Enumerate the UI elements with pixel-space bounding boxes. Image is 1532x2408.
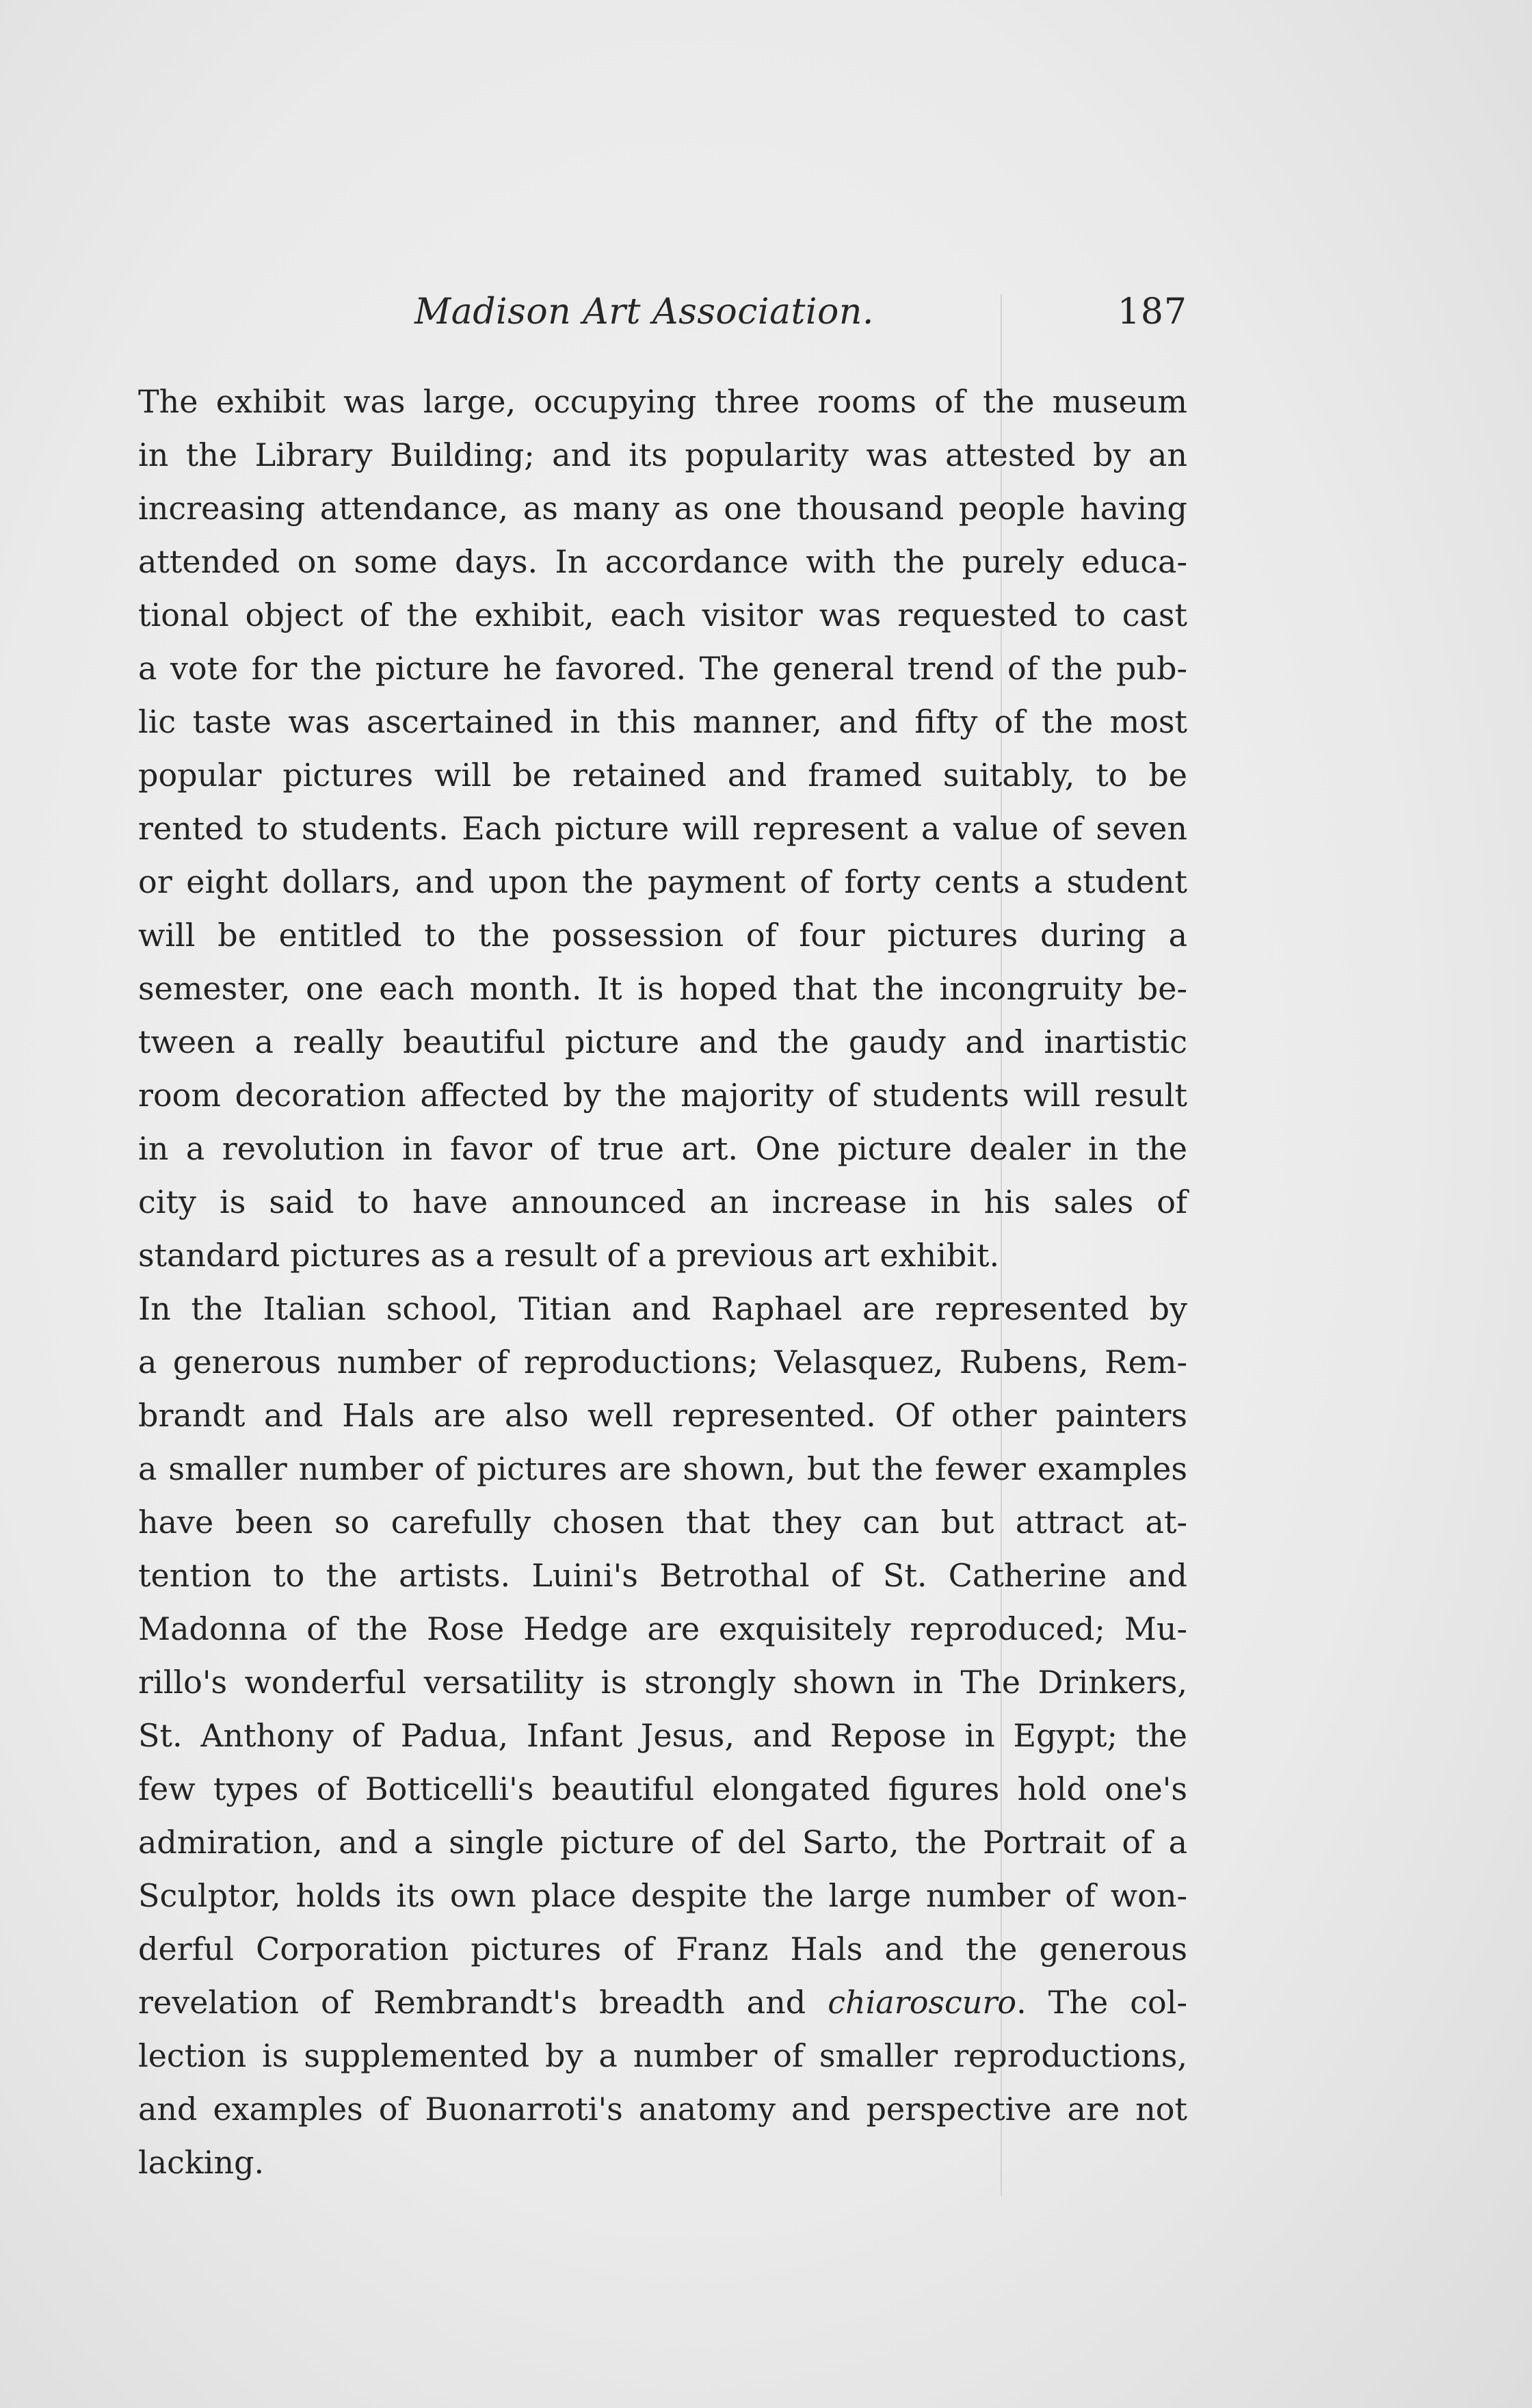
text-line: or eight dollars, and upon the payment of forty cents a student <box>138 863 1187 900</box>
text-line: in the Library Building; and its popularity was attested by an <box>138 436 1187 473</box>
running-title: Madison Art Association. <box>414 291 874 332</box>
line-segment: revelation of Rembrandt's breadth and <box>138 1984 828 2021</box>
text-line: The exhibit was large, occupying three rooms of the museum <box>138 383 1187 420</box>
text-line: a generous number of reproductions; Velasquez, Rubens, Rem- <box>138 1344 1187 1380</box>
italic-term: chiaroscuro <box>828 1984 1017 2021</box>
text-line: semester, one each month. It is hoped that the incongruity be- <box>138 970 1187 1007</box>
text-line: admiration, and a single picture of del Sarto, the Portrait of a <box>138 1824 1187 1861</box>
text-line: St. Anthony of Padua, Infant Jesus, and Repose in Egypt; the <box>138 1717 1187 1754</box>
text-line: a vote for the picture he favored. The general trend of the pub- <box>138 650 1187 687</box>
text-line: few types of Botticelli's beautiful elongated figures hold one's <box>138 1770 1187 1807</box>
text-line: tween a really beautiful picture and the gaudy and inartistic <box>138 1023 1187 1060</box>
text-line: rented to students. Each picture will represent a value of seven <box>138 810 1187 847</box>
text-line: increasing attendance, as many as one thousand people having <box>138 490 1187 527</box>
text-line: city is said to have announced an increase in his sales of <box>138 1183 1187 1220</box>
text-line: Sculptor, holds its own place despite the large number of won- <box>138 1877 1187 1914</box>
text-line: tention to the artists. Luini's Betrothal of St. Catherine and <box>138 1557 1187 1594</box>
text-line: tional object of the exhibit, each visitor was requested to cast <box>138 597 1187 633</box>
text-line: derful Corporation pictures of Franz Hals and the generous <box>138 1931 1187 1967</box>
text-line-with-italic <box>93 1976 1187 2029</box>
text-line: popular pictures will be retained and framed suitably, to be <box>138 757 1187 794</box>
line-segment: . The col- <box>1016 1984 1188 2021</box>
text-line: have been so carefully chosen that they can but attract at- <box>138 1504 1187 1541</box>
text-line: lacking. <box>138 2144 265 2181</box>
text-line: will be entitled to the possession of four pictures during a <box>138 917 1187 954</box>
text-line: Madonna of the Rose Hedge are exquisitely reproduced; Mu- <box>138 1610 1187 1647</box>
paragraph-2 <box>93 1282 1187 2189</box>
text-line: rillo's wonderful versatility is strongly shown in The Drinkers, <box>138 1664 1187 1701</box>
text-line: lection is supplemented by a number of smaller reproductions, <box>138 2037 1187 2074</box>
text-line: standard pictures as a result of a previous art exhibit. <box>138 1237 1000 1274</box>
text-line: In the Italian school, Titian and Raphael are represented by <box>138 1290 1187 1327</box>
body-text <box>93 375 1187 2189</box>
paragraph-1 <box>93 375 1187 1282</box>
text-line: a smaller number of pictures are shown, but the fewer examples <box>138 1450 1187 1487</box>
text-line: attended on some days. In accordance with the purely educa- <box>138 543 1187 580</box>
text-line: brandt and Hals are also well represented. Of other painters <box>138 1397 1187 1434</box>
text-line: and examples of Buonarroti's anatomy and perspective are not <box>138 2091 1187 2128</box>
text-line: room decoration affected by the majority of students will result <box>138 1077 1187 1114</box>
text-line: lic taste was ascertained in this manner, and fifty of the most <box>138 703 1187 740</box>
text-line: in a revolution in favor of true art. One picture dealer in the <box>138 1130 1187 1167</box>
page-header <box>93 286 1187 341</box>
page-number: 187 <box>1117 291 1187 332</box>
